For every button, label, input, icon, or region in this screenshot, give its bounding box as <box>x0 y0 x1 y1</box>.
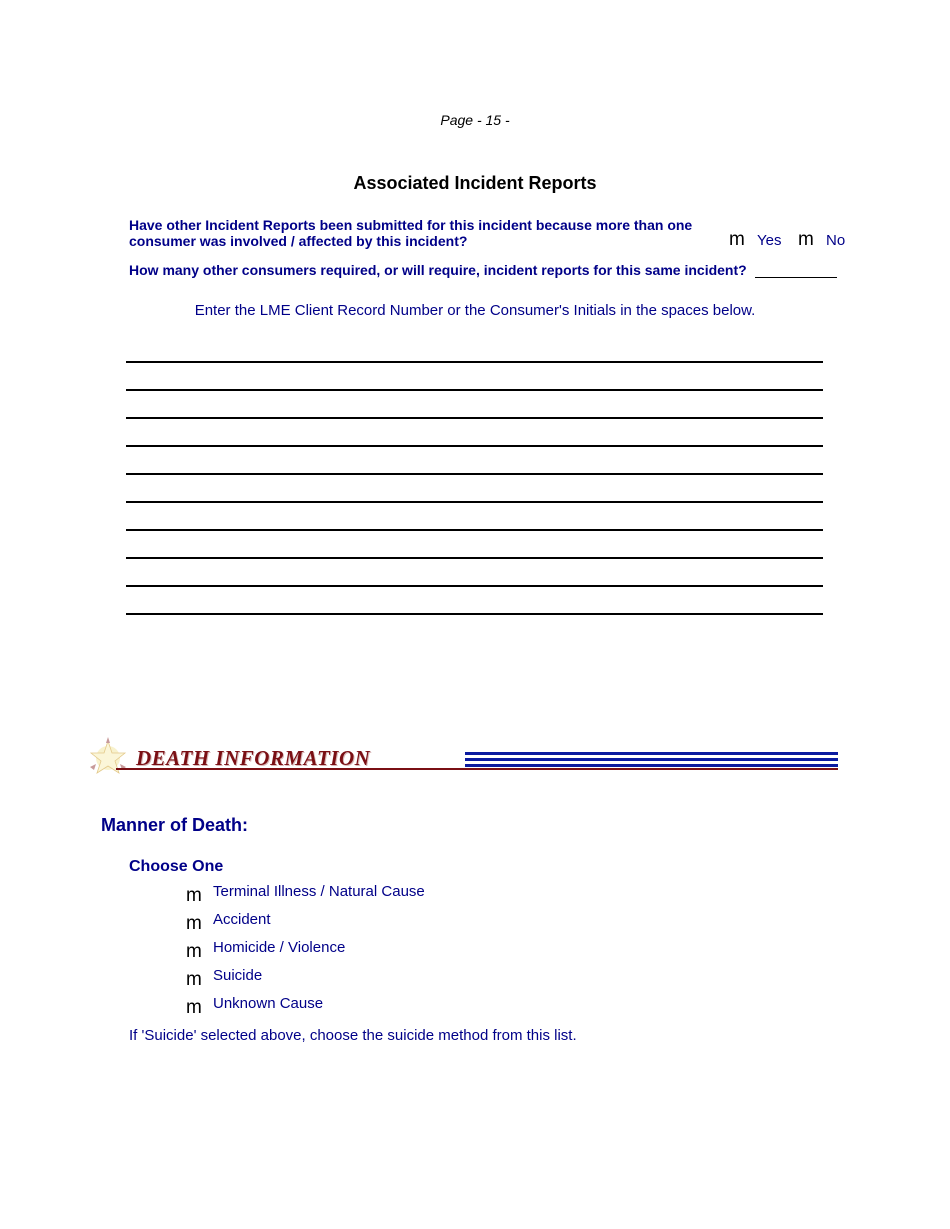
entry-line[interactable] <box>126 557 823 559</box>
consumer-count-field[interactable] <box>755 277 837 278</box>
banner-blue-rule <box>465 758 838 761</box>
radio-button[interactable]: m <box>186 941 202 962</box>
entry-line[interactable] <box>126 473 823 475</box>
section-title: Associated Incident Reports <box>353 173 597 193</box>
radio-button[interactable]: m <box>186 997 202 1018</box>
option-label: Homicide / Violence <box>213 939 346 956</box>
suicide-method-note: If 'Suicide' selected above, choose the suicide method from this list. <box>129 1027 577 1044</box>
entry-line[interactable] <box>126 445 823 447</box>
option-label: Accident <box>213 911 271 928</box>
banner-blue-rule <box>465 752 838 755</box>
no-label: No <box>826 232 846 249</box>
radio-button[interactable]: m <box>186 913 202 934</box>
page-number: Page - 15 - <box>440 112 510 128</box>
entry-line[interactable] <box>126 501 823 503</box>
option-label: Unknown Cause <box>213 995 324 1012</box>
banner-blue-rule <box>465 764 838 767</box>
entry-instruction: Enter the LME Client Record Number or the Consumer's Initials in the spaces below. <box>194 302 756 319</box>
star-icon <box>90 737 126 773</box>
yes-radio[interactable]: m <box>729 229 745 250</box>
choose-one-heading: Choose One <box>129 858 224 875</box>
option-label: Terminal Illness / Natural Cause <box>213 883 425 900</box>
death-information-title: DEATH INFORMATION <box>136 746 371 770</box>
entry-line[interactable] <box>126 389 823 391</box>
radio-button[interactable]: m <box>186 885 202 906</box>
question-how-many: How many other consumers required, or will require, incident reports for this same incident? <box>129 262 747 278</box>
option-label: Suicide <box>213 967 263 984</box>
entry-line[interactable] <box>126 417 823 419</box>
entry-line[interactable] <box>126 361 823 363</box>
no-radio[interactable]: m <box>798 229 814 250</box>
entry-line[interactable] <box>126 613 823 615</box>
manner-of-death-heading: Manner of Death: <box>101 815 249 835</box>
entry-line[interactable] <box>126 585 823 587</box>
yes-label: Yes <box>757 232 782 249</box>
radio-button[interactable]: m <box>186 969 202 990</box>
question-other-reports: Have other Incident Reports been submitted for this incident because more than one consumer was involved / affected by this incident? <box>129 217 693 249</box>
entry-line[interactable] <box>126 529 823 531</box>
